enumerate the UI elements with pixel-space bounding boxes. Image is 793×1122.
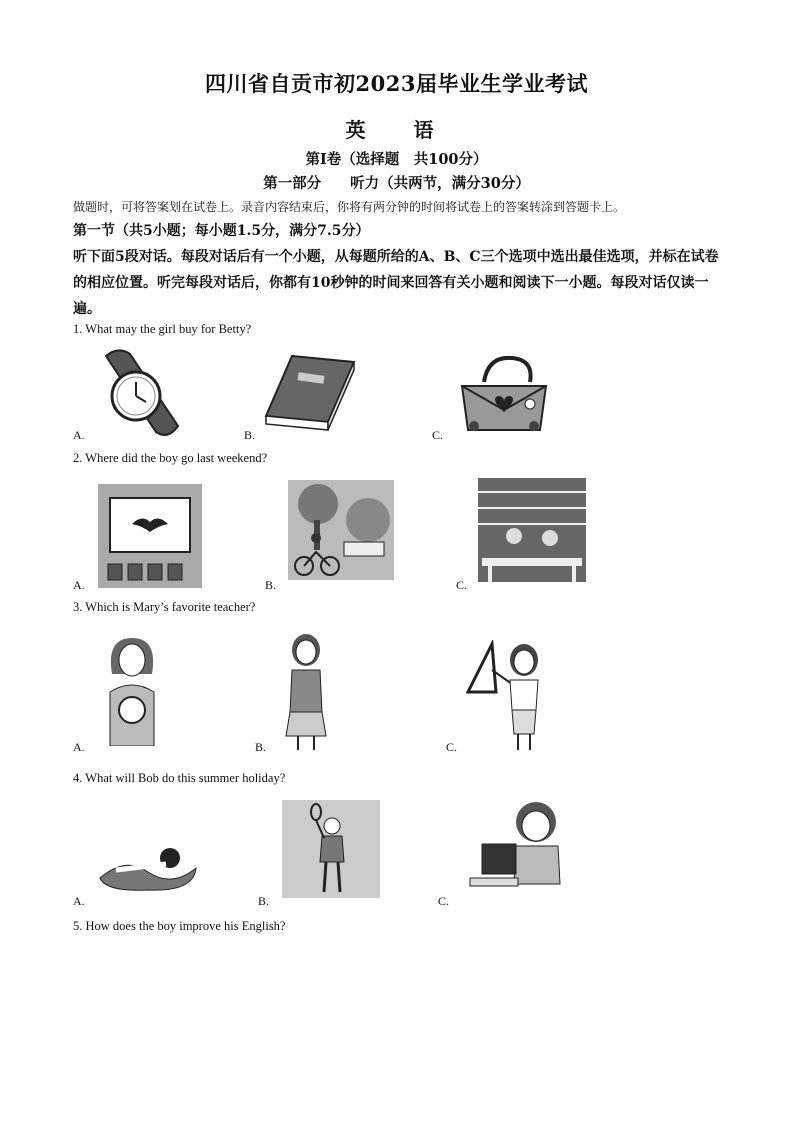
- teacher-holding-ball-icon: [102, 634, 160, 746]
- subject-title: 英 语: [345, 118, 448, 142]
- question-1: 1. What may the girl buy for Betty?: [73, 322, 252, 336]
- teacher-with-triangle-ruler-icon: [466, 640, 550, 750]
- teacher-standing-icon: [284, 632, 328, 750]
- option-2a-label[interactable]: A.: [73, 578, 85, 592]
- instruction-note: 做题时，可将答案划在试卷上。录音内容结束后，你将有两分钟的时间将试卷上的答案转涂到答题卡上。: [73, 200, 626, 214]
- exam-title: 四川省自贡市初2023届毕业生学业考试: [205, 71, 588, 96]
- question-5: 5. How does the boy improve his English?: [73, 919, 286, 933]
- part-heading: 第一部分 听力（共两节，满分30分）: [263, 175, 530, 192]
- option-3c-label[interactable]: C.: [446, 740, 458, 754]
- option-1a-label[interactable]: A.: [73, 428, 85, 442]
- question-4: 4. What will Bob do this summer holiday?: [73, 771, 286, 785]
- swimming-icon: [96, 842, 200, 894]
- wristwatch-icon: [98, 346, 184, 440]
- section-instruction: 听下面5段对话。每段对话后有一个小题，从每题所给的A、B、C三个选项中选出最佳选项，并标在试卷的相应位置。听完每段对话后，你都有10秒钟的时间来回答有关小题和阅读下一小题。每段对话仅读一遍。: [73, 249, 719, 317]
- section-heading: 第一节（共5小题；每小题1.5分，满分7.5分）: [73, 223, 370, 239]
- park-icon: [288, 480, 394, 580]
- cinema-icon: [98, 484, 202, 588]
- option-3a-label[interactable]: A.: [73, 740, 85, 754]
- option-1b-label[interactable]: B.: [244, 428, 256, 442]
- option-1c-label[interactable]: C.: [432, 428, 444, 442]
- option-4a-label[interactable]: A.: [73, 894, 85, 908]
- handbag-icon: [454, 352, 554, 436]
- volume-heading: 第Ⅰ卷（选择题 共100分）: [305, 151, 488, 168]
- question-3: 3. Which is Mary’s favorite teacher?: [73, 600, 256, 614]
- computer-game-icon: [466, 798, 566, 892]
- book-icon: [262, 352, 358, 434]
- option-4c-label[interactable]: C.: [438, 894, 450, 908]
- option-3b-label[interactable]: B.: [255, 740, 267, 754]
- question-2: 2. Where did the boy go last weekend?: [73, 451, 268, 465]
- option-4b-label[interactable]: B.: [258, 894, 270, 908]
- option-2b-label[interactable]: B.: [265, 578, 277, 592]
- option-2c-label[interactable]: C.: [456, 578, 468, 592]
- tennis-icon: [282, 800, 380, 898]
- library-icon: [478, 478, 586, 582]
